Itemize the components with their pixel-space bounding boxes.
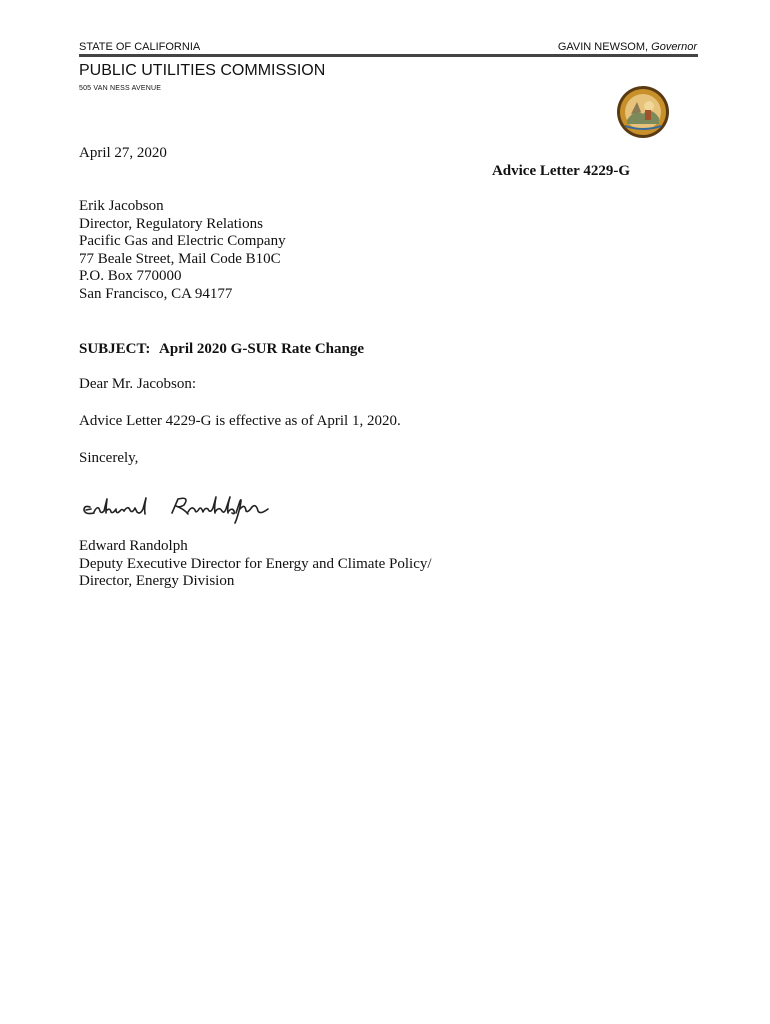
recipient-city: San Francisco, CA 94177 [79, 285, 233, 302]
signer-title-line-1: Deputy Executive Director for Energy and Climate Policy/ [79, 555, 432, 572]
signer-name: Edward Randolph [79, 538, 188, 554]
signature-image [80, 493, 275, 525]
advice-letter-number: Advice Letter 4229-G [491, 163, 630, 179]
salutation: Dear Mr. Jacobson: [79, 376, 197, 392]
recipient-street: 77 Beale Street, Mail Code B10C [79, 250, 281, 267]
letter-date: April 27, 2020 [79, 145, 167, 161]
recipient-title: Director, Regulatory Relations [79, 215, 263, 232]
subject-text: April 2020 G-SUR Rate Change [159, 341, 364, 357]
agency-name: PUBLIC UTILITIES COMMISSION [79, 62, 326, 79]
recipient-po-box: P.O. Box 770000 [79, 268, 182, 285]
recipient-company: Pacific Gas and Electric Company [79, 233, 286, 250]
signer-title-line-2: Director, Energy Division [79, 573, 235, 590]
header-rule [79, 54, 698, 57]
subject-line [79, 341, 364, 358]
state-label: STATE OF CALIFORNIA [79, 41, 201, 53]
governor-label [558, 41, 697, 53]
agency-address: 505 VAN NESS AVENUE [79, 85, 162, 92]
closing: Sincerely, [79, 450, 139, 466]
recipient-address-block [79, 198, 286, 304]
governor-title: Governor [651, 41, 697, 53]
recipient-name: Erik Jacobson [79, 198, 164, 214]
signer-block [79, 538, 432, 591]
subject-label: SUBJECT: [79, 341, 151, 357]
letter-body: Advice Letter 4229-G is effective as of April 1, 2020. [79, 413, 401, 429]
governor-name: GAVIN NEWSOM, [557, 41, 649, 53]
state-seal-icon [615, 84, 671, 140]
